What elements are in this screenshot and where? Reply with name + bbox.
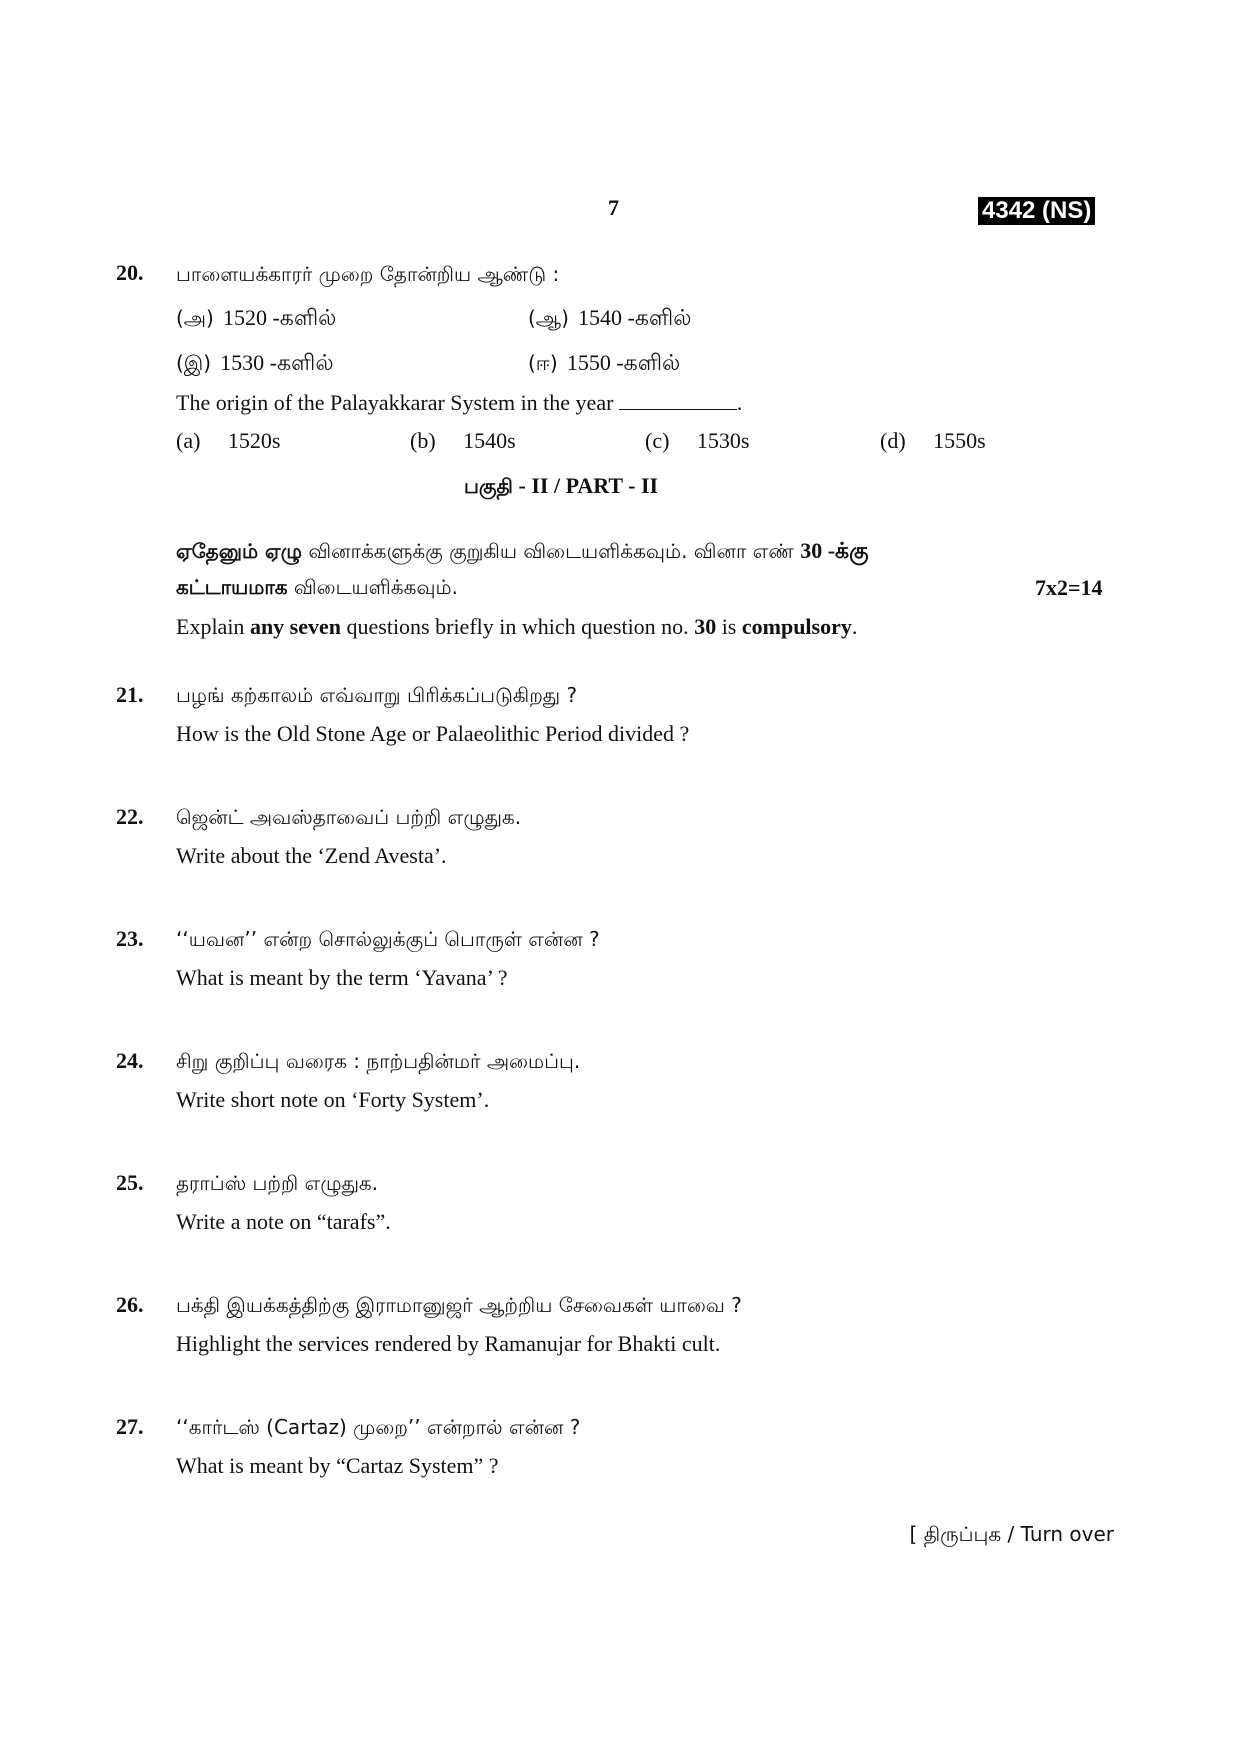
option-label: (ஈ)	[528, 351, 558, 375]
page-number: 7	[608, 195, 619, 220]
question-tamil-text: ‘‘கார்டஸ் (Cartaz) முறை’’ என்றால் என்ன ?	[176, 1415, 581, 1439]
instruction-emphasis: compulsory	[741, 614, 852, 639]
option-label: (c)	[645, 428, 670, 453]
instruction-tamil-line2	[176, 575, 458, 602]
instruction-text: is	[716, 614, 742, 639]
instruction-text: விடையளிக்கவும்.	[287, 575, 458, 599]
question-number: 25.	[116, 1170, 144, 1195]
answer-blank	[619, 391, 737, 410]
tamil-option	[528, 305, 691, 334]
question-english-stem: The origin of the Palayakkarar System in the year	[176, 390, 614, 415]
question-number: 27.	[116, 1414, 144, 1439]
instruction-tamil-line1	[176, 538, 1116, 567]
question-english-text: What is meant by “Cartaz System” ?	[176, 1453, 499, 1478]
instruction-english	[176, 614, 857, 640]
question-english-text: Write about the ‘Zend Avesta’.	[176, 843, 447, 868]
question-english-text	[176, 390, 742, 416]
option-text: 1550 -களில்	[566, 350, 681, 375]
marks-allocation: 7x2=14	[1035, 575, 1103, 600]
instruction-emphasis: 30	[694, 614, 717, 639]
question-english-text: How is the Old Stone Age or Palaeolithic Period divided ?	[176, 721, 690, 746]
question-number: 20.	[116, 260, 144, 285]
english-option	[410, 428, 516, 454]
question-tamil-text: ஜென்ட் அவஸ்தாவைப் பற்றி எழுதுக.	[176, 805, 522, 829]
option-label: (a)	[176, 428, 201, 453]
option-text: 1520s	[227, 428, 281, 453]
english-option	[645, 428, 749, 454]
instruction-text: questions briefly in which question no.	[341, 614, 695, 639]
question-english-text: What is meant by the term ‘Yavana’ ?	[176, 965, 508, 990]
part-heading	[464, 473, 658, 501]
question-english-text: Write a note on “tarafs”.	[176, 1209, 391, 1234]
tamil-option	[176, 350, 334, 379]
instruction-emphasis: any seven	[249, 614, 341, 639]
option-text: 1540 -களில்	[578, 305, 692, 330]
question-tamil-text: பக்தி இயக்கத்திற்கு இராமானுஜர் ஆற்றிய சேவைகள் யாவை ?	[176, 1293, 742, 1317]
instruction-text: வினாக்களுக்கு குறுகிய விடையளிக்கவும். வினா எண்	[302, 539, 801, 563]
question-number: 24.	[116, 1048, 144, 1073]
instruction-emphasis: ஏதேனும் ஏழு	[176, 539, 302, 563]
instruction-number: 30 -க்கு	[800, 538, 869, 563]
instruction-text: .	[851, 614, 858, 639]
option-text: 1550s	[933, 428, 986, 453]
question-number: 21.	[116, 682, 144, 707]
turn-over-text: [ திருப்புக / Turn over	[909, 1522, 1114, 1546]
question-english-end: .	[736, 390, 743, 415]
question-number: 26.	[116, 1292, 144, 1317]
question-english-text: Write short note on ‘Forty System’.	[176, 1087, 490, 1112]
question-tamil-text: பாளையக்காரர் முறை தோன்றிய ஆண்டு :	[176, 262, 560, 286]
question-english-text: Highlight the services rendered by Ramanujar for Bhakti cult.	[176, 1331, 721, 1356]
part-heading-english: - II / PART - II	[518, 473, 659, 498]
option-text: 1520 -களில்	[222, 305, 337, 330]
question-tamil-text: சிறு குறிப்பு வரைக : நாற்பதின்மர் அமைப்பு.	[176, 1049, 581, 1073]
english-option	[880, 428, 986, 454]
turn-over-note	[910, 1522, 1114, 1549]
option-label: (ஆ)	[528, 306, 569, 330]
question-number: 22.	[116, 804, 144, 829]
part-heading-tamil: பகுதி	[464, 474, 513, 498]
option-label: (இ)	[176, 351, 212, 375]
english-option	[176, 428, 280, 454]
question-tamil-text: பழங் கற்காலம் எவ்வாறு பிரிக்கப்படுகிறது ?	[176, 683, 578, 707]
option-label: (d)	[880, 428, 906, 453]
instruction-text: Explain	[176, 614, 250, 639]
tamil-option	[528, 350, 680, 379]
question-tamil-text: தராப்ஸ் பற்றி எழுதுக.	[176, 1171, 379, 1195]
option-text: 1530 -களில்	[220, 350, 334, 375]
option-text: 1530s	[696, 428, 750, 453]
option-label: (b)	[410, 428, 436, 453]
question-number: 23.	[116, 926, 144, 951]
option-text: 1540s	[463, 428, 516, 453]
option-label: (அ)	[176, 306, 214, 330]
instruction-emphasis: கட்டாயமாக	[176, 575, 288, 599]
question-tamil-text: ‘‘யவன’’ என்ற சொல்லுக்குப் பொருள் என்ன ?	[176, 927, 600, 951]
paper-code-badge: 4342 (NS)	[978, 197, 1095, 225]
tamil-option	[176, 305, 336, 334]
